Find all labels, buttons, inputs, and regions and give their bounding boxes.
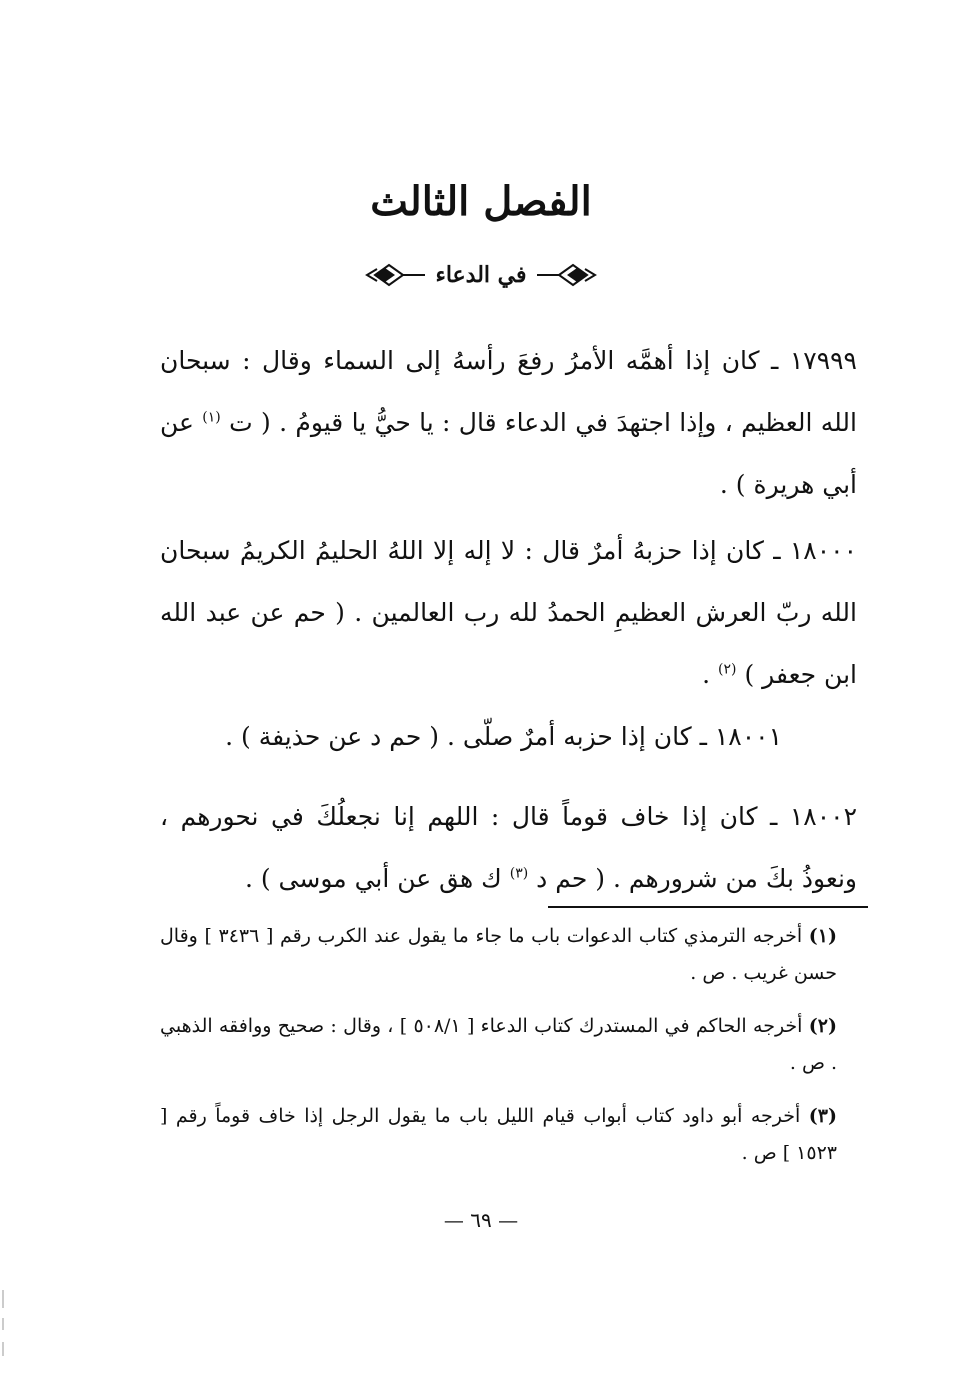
footnote-2 (160, 1008, 837, 1082)
footnote-ref[interactable]: (٣) (509, 865, 529, 882)
hadith-17999 (160, 330, 857, 516)
footnote-text: أخرجه أبو داود كتاب أبواب قيام الليل باب ما يقول الرجل إذا خاف قوماً رقم [ ١٥٢٣ ] ص . (160, 1105, 837, 1164)
footnote-number: (٢) (808, 1015, 837, 1037)
footnote-ref[interactable]: (٢) (718, 661, 737, 678)
footnote-text: أخرجه الترمذي كتاب الدعوات باب ما جاء ما يقول عند الكرب رقم [ ٣٤٣٦ ] وقال حسن غريب . ص . (160, 925, 837, 984)
chapter-subtitle-row (0, 262, 962, 288)
footnote-number: (٣) (808, 1105, 837, 1127)
footnote-3 (160, 1098, 837, 1172)
hadith-text: كان إذا أهمَّه الأمرُ رفعَ رأسهُ إلى السماء وقال : سبحان الله العظيم ، وإذا اجتهدَ في الدعاء قال : يا حيُّ يا قيومُ . ( ت (160, 346, 857, 437)
footnote-number: (١) (808, 925, 838, 947)
hadith-text: كان إذا حزبهُ أمرٌ قال : لا إله إلا اللهُ الحليمُ الكريمُ سبحان الله ربّ العرش العظيمِ الحمدُ لله رب العالمين . ( حم عن عبد الله ابن جعفر ) (160, 536, 857, 689)
dash: ـ (771, 346, 779, 375)
footnote-text: أخرجه الحاكم في المستدرك كتاب الدعاء [ ٥٠٨/١ ] ، وقال : صحيح ووافقه الذهبي . ص . (160, 1015, 837, 1074)
hadith-text: كان إذا خاف قوماً قال : اللهم إنا نجعلُكَ في نحورهم ، ونعوذُ بكَ من شرورهم . ( حم د (160, 802, 857, 893)
hadith-18001 (160, 706, 782, 768)
chapter-title: الفصل الثالث (370, 178, 592, 225)
hadith-text-tail: عن أبي هريرة ) . (160, 408, 857, 499)
footnote-ref[interactable]: (١) (202, 409, 221, 426)
hadith-number: ١٨٠٠١ (714, 722, 782, 751)
hadith-text-tail: ك هق عن أبي موسى ) . (244, 864, 502, 893)
ornament-left-icon (365, 263, 425, 287)
dash: ـ (770, 802, 778, 831)
chapter-subtitle: في الدعاء (435, 262, 527, 288)
dash: ـ (773, 536, 781, 565)
hadith-number: ١٨٠٠٢ (789, 802, 857, 831)
hadith-number: ١٨٠٠٠ (789, 536, 857, 565)
ornament-right-icon (537, 263, 597, 287)
page-number: — ٦٩ — (443, 1208, 519, 1232)
scan-edge-marks (2, 1290, 6, 1360)
hadith-number: ١٧٩٩٩ (789, 346, 857, 375)
hadith-18000 (160, 520, 857, 706)
dash: ـ (699, 722, 707, 751)
hadith-text-tail: . (702, 660, 711, 689)
footnote-1 (160, 918, 837, 992)
footnote-divider (548, 906, 868, 908)
hadith-18002 (160, 786, 857, 910)
hadith-text: كان إذا حزبه أمرٌ صلّى . ( حم د عن حذيفة ) . (225, 722, 692, 751)
